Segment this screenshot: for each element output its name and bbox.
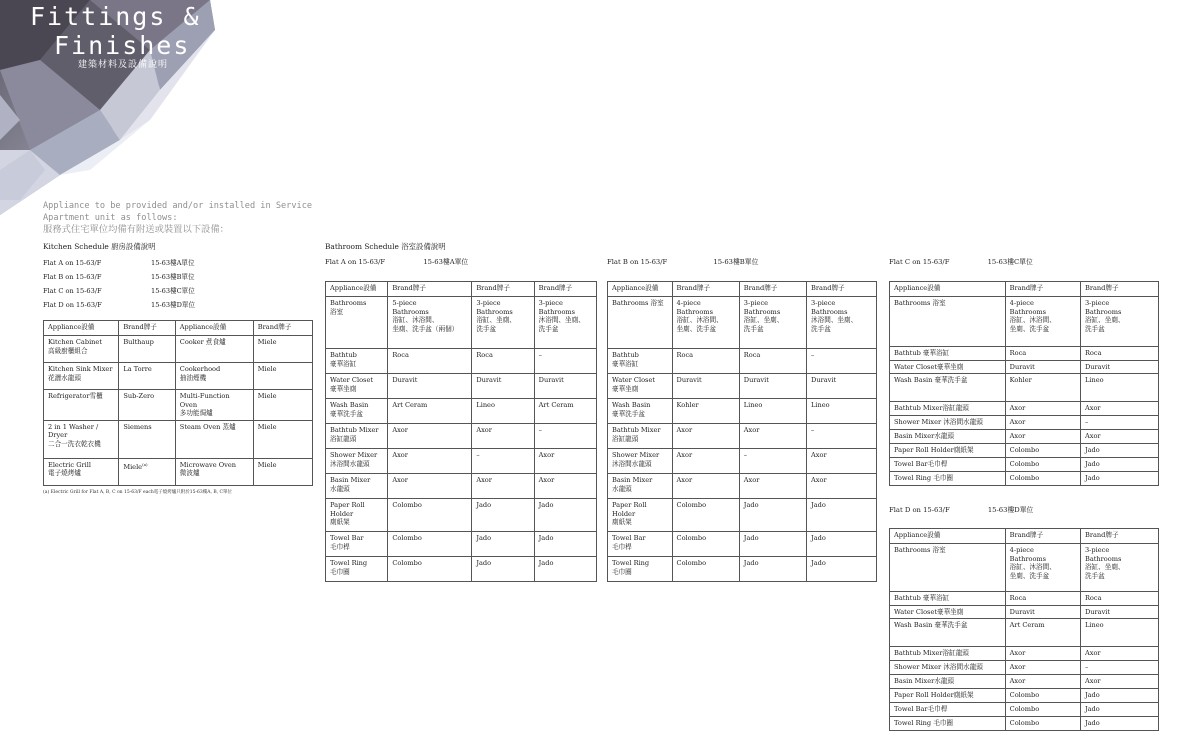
table-cell: Jado xyxy=(1080,444,1158,458)
kitchen-flat-label: Flat A on 15-63/F xyxy=(43,259,102,267)
table-cell: Colombo xyxy=(1005,458,1080,472)
kitchen-flat-label: Flat D on 15-63/F xyxy=(43,301,102,309)
table-row xyxy=(608,474,877,499)
table-cell: Axor xyxy=(472,424,534,449)
table-cell: Kitchen Cabinet 高級廚櫃組合 xyxy=(44,336,119,363)
table-cell: Art Ceram xyxy=(388,399,472,424)
table-cell: Paper Roll Holder 廁紙架 xyxy=(326,499,388,532)
table-row xyxy=(326,297,597,349)
intro-line-3: 服務式住宅單位均備有附送或裝置以下設備： xyxy=(43,224,229,235)
table-cell: Refrigerator雪櫃 xyxy=(44,390,119,421)
table-cell: Bathtub Mixer浴缸龍頭 xyxy=(890,647,1006,661)
table-cell: Bathtub Mixer 浴缸龍頭 xyxy=(608,424,673,449)
table-cell: Towel Ring 毛巾圈 xyxy=(608,557,673,582)
table-row xyxy=(608,399,877,424)
table-cell: Art Ceram xyxy=(1005,619,1080,647)
table-row xyxy=(890,430,1159,444)
table-header-row xyxy=(44,321,313,336)
table-header-row xyxy=(890,529,1159,544)
table-cell: Basin Mixer水龍頭 xyxy=(890,675,1006,689)
table-cell: Axor xyxy=(1080,430,1158,444)
table-cell: Steam Oven 蒸爐 xyxy=(175,420,253,458)
table-cell: Colombo xyxy=(388,532,472,557)
table-row xyxy=(890,402,1159,416)
table-cell: Kohler xyxy=(672,399,739,424)
table-cell: Art Ceram xyxy=(534,399,596,424)
table-cell: – xyxy=(534,424,596,449)
table-cell: Electric Grill 電子燒烤爐 xyxy=(44,458,119,485)
table-cell: Axor xyxy=(739,424,806,449)
table-cell: 3-piece Bathrooms 浴缸、坐廁、 洗手盆 xyxy=(1080,544,1158,592)
table-cell: 4-piece Bathrooms 浴缸、沐浴間、 坐廁、洗手盆 xyxy=(1005,297,1080,347)
table-row xyxy=(890,703,1159,717)
column-header: Brand牌子 xyxy=(534,282,596,297)
table-row xyxy=(890,374,1159,402)
table-cell: Colombo xyxy=(388,557,472,582)
kitchen-flat-value: 15-63樓B單位 xyxy=(151,273,195,281)
table-cell: Multi-Function Oven 多功能焗爐 xyxy=(175,390,253,421)
table-cell: Lineo xyxy=(807,399,877,424)
table-cell: Axor xyxy=(1005,675,1080,689)
table-cell: Duravit xyxy=(1080,360,1158,374)
table-cell: – xyxy=(472,449,534,474)
intro-text xyxy=(43,200,313,236)
intro-line-2: Apartment unit as follows: xyxy=(43,213,178,223)
table-cell: – xyxy=(1080,661,1158,675)
table-row xyxy=(890,619,1159,647)
table-row xyxy=(890,717,1159,731)
table-cell: Roca xyxy=(1080,347,1158,361)
table-cell: Paper Roll Holder廁紙架 xyxy=(890,444,1006,458)
table-cell: Wash Basin 豪華洗手盆 xyxy=(890,374,1006,402)
table-cell: Water Closet 豪華坐廁 xyxy=(608,374,673,399)
table-cell: Siemens xyxy=(119,420,175,458)
table-cell: Jado xyxy=(739,532,806,557)
table-cell: Jado xyxy=(534,499,596,532)
table-row xyxy=(608,499,877,532)
flat-d-table xyxy=(889,528,1159,731)
table-cell: 3-piece Bathrooms 浴缸、坐廁、 洗手盆 xyxy=(1080,297,1158,347)
table-cell: Jado xyxy=(472,499,534,532)
table-header-row xyxy=(890,282,1159,297)
table-cell: Shower Mixer 沐浴間水龍頭 xyxy=(326,449,388,474)
table-row xyxy=(608,557,877,582)
table-cell: Axor xyxy=(739,474,806,499)
table-cell: Lineo xyxy=(472,399,534,424)
table-header-row xyxy=(608,282,877,297)
table-row xyxy=(326,532,597,557)
table-cell: Jado xyxy=(1080,689,1158,703)
column-header: Brand牌子 xyxy=(739,282,806,297)
flat-c-table xyxy=(889,281,1159,486)
table-row xyxy=(326,349,597,374)
table-cell: – xyxy=(807,349,877,374)
table-cell: Jado xyxy=(1080,717,1158,731)
table-cell: Roca xyxy=(739,349,806,374)
table-cell: Axor xyxy=(388,424,472,449)
table-cell: Colombo xyxy=(1005,717,1080,731)
column-header: Brand牌子 xyxy=(472,282,534,297)
table-row xyxy=(890,592,1159,606)
table-cell: Colombo xyxy=(388,499,472,532)
table-cell: Axor xyxy=(1005,416,1080,430)
table-cell: Axor xyxy=(1005,430,1080,444)
table-cell: Kohler xyxy=(1005,374,1080,402)
flat-b-label-en: Flat B on 15-63/F xyxy=(607,258,668,266)
flat-c-label-en: Flat C on 15-63/F xyxy=(889,258,950,266)
column-header: Appliance設備 xyxy=(175,321,253,336)
table-cell: Axor xyxy=(388,449,472,474)
flat-a-table xyxy=(325,281,597,582)
flat-c-label-zh: 15-63樓C單位 xyxy=(987,258,1033,266)
table-row xyxy=(326,557,597,582)
table-cell: Axor xyxy=(534,449,596,474)
column-header: Appliance設備 xyxy=(608,282,673,297)
kitchen-flat-row xyxy=(43,299,195,309)
table-cell: Paper Roll Holder廁紙架 xyxy=(890,689,1006,703)
kitchen-flat-row xyxy=(43,257,195,267)
table-cell: Colombo xyxy=(1005,444,1080,458)
table-cell: Colombo xyxy=(672,499,739,532)
flat-c-label xyxy=(889,256,1033,266)
table-row xyxy=(44,390,313,421)
table-cell: Basin Mixer 水龍頭 xyxy=(326,474,388,499)
table-row xyxy=(890,444,1159,458)
table-cell: La Torre xyxy=(119,363,175,390)
table-cell: 4-piece Bathrooms 浴缸、沐浴間、 坐廁、洗手盆 xyxy=(672,297,739,349)
table-cell: Colombo xyxy=(1005,689,1080,703)
column-header: Appliance設備 xyxy=(890,529,1006,544)
flat-a-label-zh: 15-63樓A單位 xyxy=(423,258,469,266)
table-cell: Bathtub Mixer 浴缸龍頭 xyxy=(326,424,388,449)
column-header: Brand牌子 xyxy=(119,321,175,336)
table-cell: Water Closet豪華坐廁 xyxy=(890,605,1006,619)
table-cell: Wash Basin 豪華洗手盆 xyxy=(608,399,673,424)
table-cell: Water Closet豪華坐廁 xyxy=(890,360,1006,374)
table-cell: Cooker 煮食爐 xyxy=(175,336,253,363)
table-cell: Bathtub 豪華浴缸 xyxy=(890,592,1006,606)
table-cell: Jado xyxy=(1080,703,1158,717)
table-cell: Duravit xyxy=(388,374,472,399)
kitchen-flat-row xyxy=(43,271,195,281)
table-row xyxy=(890,661,1159,675)
table-cell: Miele xyxy=(253,458,312,485)
table-cell: Colombo xyxy=(672,532,739,557)
table-cell: Axor xyxy=(388,474,472,499)
table-cell: Shower Mixer 沐浴間水龍頭 xyxy=(890,416,1006,430)
page-title xyxy=(30,2,201,60)
table-cell: Miele xyxy=(253,363,312,390)
table-cell: Axor xyxy=(672,474,739,499)
table-cell: Wash Basin 豪華洗手盆 xyxy=(890,619,1006,647)
table-cell: Miele xyxy=(253,390,312,421)
table-cell: 3-piece Bathrooms 沐浴間、坐廁、 洗手盆 xyxy=(807,297,877,349)
table-row xyxy=(608,424,877,449)
bathroom-schedule-heading: Bathroom Schedule 浴室設備說明 xyxy=(325,242,446,251)
flat-d-label-en: Flat D on 15-63/F xyxy=(889,506,950,514)
table-row xyxy=(890,689,1159,703)
table-cell: Roca xyxy=(1005,592,1080,606)
table-cell: Jado xyxy=(1080,472,1158,486)
table-cell: Kitchen Sink Mixer 花灑水龍頭 xyxy=(44,363,119,390)
table-row xyxy=(890,675,1159,689)
table-row xyxy=(890,297,1159,347)
table-cell: – xyxy=(534,349,596,374)
table-cell: Bathtub Mixer浴缸龍頭 xyxy=(890,402,1006,416)
table-cell: Roca xyxy=(472,349,534,374)
kitchen-footnote: (a) Electric Grill for Flat A, B, C on 15-63/F each電子燒烤爐只附於15-63樓A, B, C單位 xyxy=(43,490,233,495)
table-cell: Axor xyxy=(472,474,534,499)
table-cell: Lineo xyxy=(739,399,806,424)
table-cell: Bulthaup xyxy=(119,336,175,363)
column-header: Appliance設備 xyxy=(44,321,119,336)
table-cell: Jado xyxy=(739,557,806,582)
table-row xyxy=(608,449,877,474)
table-cell: Axor xyxy=(807,449,877,474)
table-row xyxy=(44,420,313,458)
table-row xyxy=(890,472,1159,486)
title-line-2: Finishes xyxy=(54,31,191,60)
table-cell: Towel Bar 毛巾桿 xyxy=(608,532,673,557)
table-cell: Roca xyxy=(1005,347,1080,361)
table-cell: Bathrooms 浴室 xyxy=(608,297,673,349)
column-header: Brand牌子 xyxy=(1080,529,1158,544)
table-row xyxy=(44,458,313,485)
table-cell: Jado xyxy=(807,532,877,557)
kitchen-flat-row xyxy=(43,285,195,295)
table-row xyxy=(890,544,1159,592)
table-cell: Towel Bar 毛巾桿 xyxy=(326,532,388,557)
table-cell: 3-piece Bathrooms 沐浴間、坐廁、 洗手盆 xyxy=(534,297,596,349)
table-cell: Towel Ring 毛巾圈 xyxy=(890,472,1006,486)
table-cell: Sub-Zero xyxy=(119,390,175,421)
table-cell: Wash Basin 豪華洗手盆 xyxy=(326,399,388,424)
table-row xyxy=(890,360,1159,374)
table-cell: Shower Mixer 沐浴間水龍頭 xyxy=(890,661,1006,675)
kitchen-table xyxy=(43,320,313,486)
table-header-row xyxy=(326,282,597,297)
table-row xyxy=(890,416,1159,430)
table-cell: Axor xyxy=(1005,661,1080,675)
table-cell: 5-piece Bathrooms 浴缸、沐浴間、 坐廁、洗手盆（兩個） xyxy=(388,297,472,349)
table-cell: Duravit xyxy=(672,374,739,399)
table-cell: Bathtub 豪華浴缸 xyxy=(890,347,1006,361)
table-row xyxy=(890,647,1159,661)
table-cell: Axor xyxy=(534,474,596,499)
table-row xyxy=(326,374,597,399)
flat-a-label xyxy=(325,256,468,266)
table-cell: Colombo xyxy=(1005,472,1080,486)
table-cell: 4-piece Bathrooms 浴缸、沐浴間、 坐廁、洗手盆 xyxy=(1005,544,1080,592)
table-row xyxy=(44,363,313,390)
table-row xyxy=(890,458,1159,472)
table-row xyxy=(326,424,597,449)
table-cell: Roca xyxy=(1080,592,1158,606)
column-header: Brand牌子 xyxy=(1005,282,1080,297)
table-cell: Jado xyxy=(739,499,806,532)
table-cell: Duravit xyxy=(1005,360,1080,374)
page-subtitle: 建築材料及設備說明 xyxy=(78,60,169,70)
flat-d-label-zh: 15-63樓D單位 xyxy=(987,506,1034,514)
kitchen-flat-value: 15-63樓D單位 xyxy=(151,301,196,309)
table-cell: 3-piece Bathrooms 浴缸、坐廁、 洗手盆 xyxy=(472,297,534,349)
table-cell: Jado xyxy=(807,557,877,582)
intro-line-1: Appliance to be provided and/or installed in Service xyxy=(43,201,313,211)
flat-b-label xyxy=(607,256,758,266)
table-cell: Jado xyxy=(534,532,596,557)
table-cell: Water Closet 豪華坐廁 xyxy=(326,374,388,399)
table-cell: Bathtub 豪華浴缸 xyxy=(608,349,673,374)
kitchen-flat-value: 15-63樓C單位 xyxy=(151,287,195,295)
table-cell: Bathrooms 浴室 xyxy=(890,544,1006,592)
column-header: Brand牌子 xyxy=(807,282,877,297)
table-row xyxy=(326,449,597,474)
table-cell: Axor xyxy=(672,424,739,449)
table-cell: – xyxy=(1080,416,1158,430)
table-row xyxy=(326,474,597,499)
flat-b-table xyxy=(607,281,877,582)
column-header: Brand牌子 xyxy=(253,321,312,336)
table-cell: Basin Mixer水龍頭 xyxy=(890,430,1006,444)
column-header: Appliance設備 xyxy=(326,282,388,297)
table-cell: Bathrooms 浴室 xyxy=(890,297,1006,347)
table-cell: Duravit xyxy=(472,374,534,399)
table-cell: Axor xyxy=(1005,647,1080,661)
kitchen-flat-label: Flat C on 15-63/F xyxy=(43,287,102,295)
table-cell: – xyxy=(739,449,806,474)
table-row xyxy=(608,297,877,349)
flat-b-label-zh: 15-63樓B單位 xyxy=(713,258,759,266)
table-cell: Duravit xyxy=(1080,605,1158,619)
table-row xyxy=(44,336,313,363)
table-cell: Duravit xyxy=(807,374,877,399)
table-cell: Axor xyxy=(1080,647,1158,661)
table-cell: Colombo xyxy=(1005,703,1080,717)
table-cell: Roca xyxy=(672,349,739,374)
table-cell: Miele xyxy=(253,420,312,458)
column-header: Brand牌子 xyxy=(1080,282,1158,297)
table-cell: Shower Mixer 沐浴間水龍頭 xyxy=(608,449,673,474)
table-cell: Jado xyxy=(472,557,534,582)
column-header: Brand牌子 xyxy=(672,282,739,297)
table-cell: Cookerhood 抽油煙機 xyxy=(175,363,253,390)
table-row xyxy=(326,499,597,532)
table-cell: Axor xyxy=(672,449,739,474)
table-cell: Jado xyxy=(1080,458,1158,472)
table-cell: Jado xyxy=(472,532,534,557)
table-cell: 2 in 1 Washer / Dryer 二合一洗衣乾衣機 xyxy=(44,420,119,458)
flat-a-label-en: Flat A on 15-63/F xyxy=(325,258,386,266)
table-cell: Towel Ring 毛巾圈 xyxy=(890,717,1006,731)
table-cell: Duravit xyxy=(1005,605,1080,619)
table-row xyxy=(326,399,597,424)
table-cell: Jado xyxy=(534,557,596,582)
table-cell: Miele xyxy=(253,336,312,363)
table-cell: Colombo xyxy=(672,557,739,582)
table-row xyxy=(890,605,1159,619)
table-row xyxy=(608,349,877,374)
column-header: Brand牌子 xyxy=(388,282,472,297)
table-row xyxy=(890,347,1159,361)
table-cell: Towel Bar毛巾桿 xyxy=(890,703,1006,717)
table-cell: Jado xyxy=(807,499,877,532)
table-cell: Microwave Oven 微波爐 xyxy=(175,458,253,485)
table-cell: 3-piece Bathrooms 浴缸、坐廁、 洗手盆 xyxy=(739,297,806,349)
table-cell: Towel Bar毛巾桿 xyxy=(890,458,1006,472)
table-cell: – xyxy=(807,424,877,449)
table-cell: Duravit xyxy=(739,374,806,399)
kitchen-flat-value: 15-63樓A單位 xyxy=(151,259,195,267)
table-cell: Miele$^{(a)}$ xyxy=(119,458,175,485)
table-row xyxy=(608,374,877,399)
table-row xyxy=(608,532,877,557)
table-cell: Basin Mixer 水龍頭 xyxy=(608,474,673,499)
table-cell: Bathrooms 浴室 xyxy=(326,297,388,349)
table-cell: Roca xyxy=(388,349,472,374)
table-cell: Lineo xyxy=(1080,374,1158,402)
table-cell: Axor xyxy=(1080,675,1158,689)
table-cell: Duravit xyxy=(534,374,596,399)
column-header: Appliance設備 xyxy=(890,282,1006,297)
table-cell: Towel Ring 毛巾圈 xyxy=(326,557,388,582)
table-cell: Lineo xyxy=(1080,619,1158,647)
table-cell: Axor xyxy=(1005,402,1080,416)
table-cell: Axor xyxy=(1080,402,1158,416)
table-cell: Paper Roll Holder 廁紙架 xyxy=(608,499,673,532)
table-cell: Bathtub 豪華浴缸 xyxy=(326,349,388,374)
title-line-1: Fittings & xyxy=(30,2,201,31)
column-header: Brand牌子 xyxy=(1005,529,1080,544)
kitchen-schedule-heading: Kitchen Schedule 廚房設備說明 xyxy=(43,242,156,251)
table-cell: Axor xyxy=(807,474,877,499)
flat-d-label xyxy=(889,504,1033,514)
kitchen-flat-label: Flat B on 15-63/F xyxy=(43,273,102,281)
